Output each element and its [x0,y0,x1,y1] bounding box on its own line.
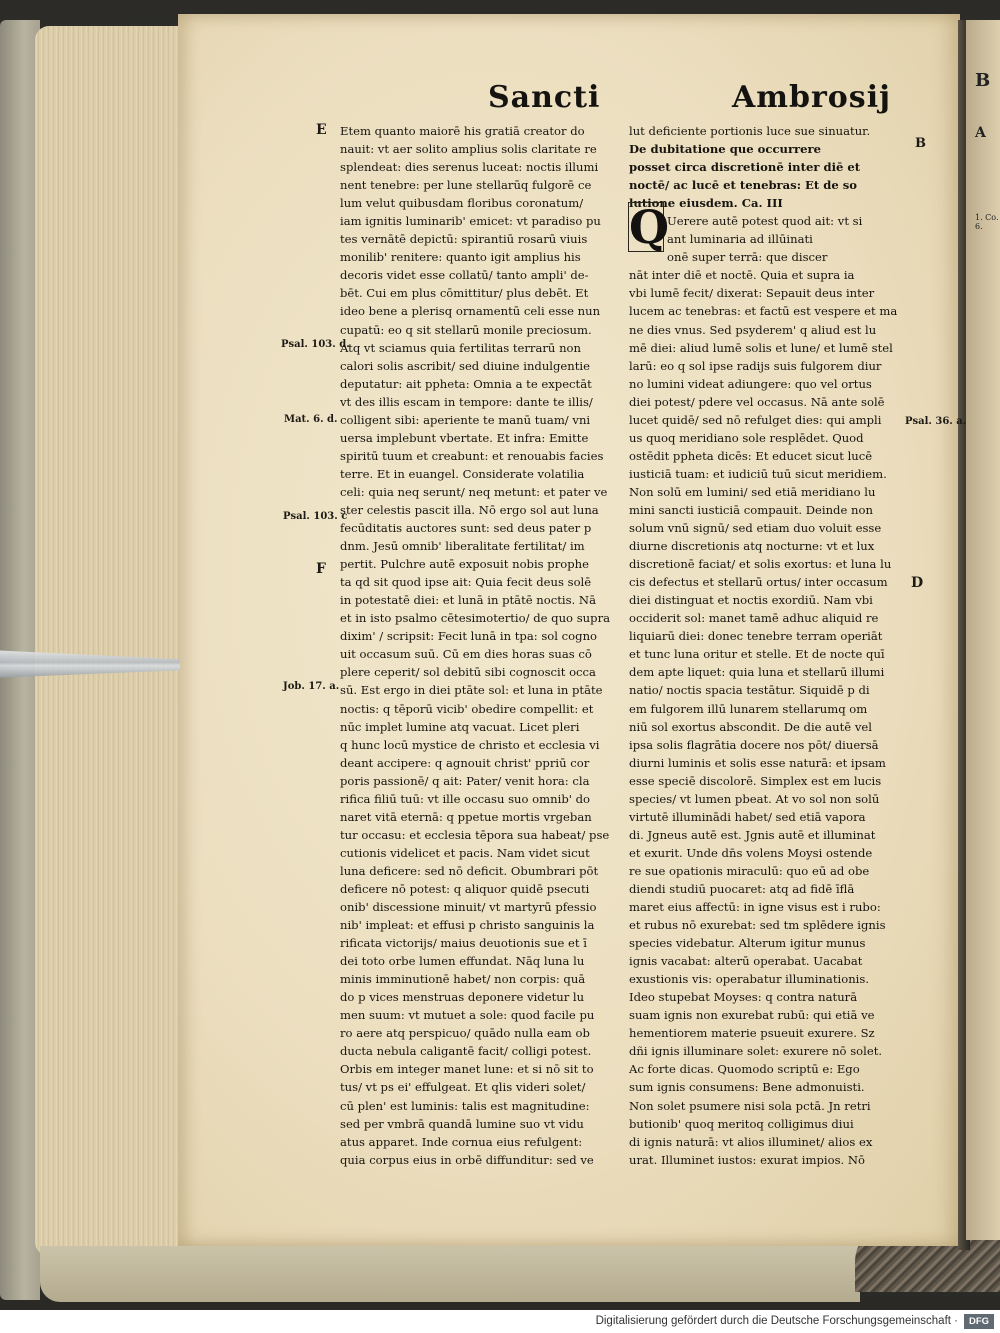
text-line: dixim' / scripsit: Fecit lunā in tpa: sol cogno [340,629,598,644]
facing-page-edge [966,20,1000,1240]
margin-letter-d: D [911,575,924,591]
text-line: deant accipere: q agnouit christ' ppriū cor [340,755,590,770]
text-line: discretionē faciat/ et solis exortus: et luna lu [629,557,892,572]
text-line: em fulgorem illū lunarem stellarumq om [629,701,868,716]
text-line: dnm. Jesū omnib' liberalitate fertilitat/ im [340,539,585,554]
text-line: virtutē illuminādi habet/ sed etiā vapora [629,809,866,824]
text-line: colligent sibi: aperiente te manū tuam/ vni [340,412,591,427]
text-line: deputatur: ait ppheta: Omnia a te expectāt [340,376,592,391]
margin-note-psal-103d: Psal. 103. d. [281,339,350,350]
text-line: celi: quia neq serunt/ neq metunt: et pater ve [340,484,608,499]
text-line: Non solet psumere nisi sola pctā. Jn retri [629,1098,871,1113]
text-line: butionib' quoq meritoq colligimus diui [629,1116,854,1131]
text-line: ta qd sit quod ipse ait: Quia fecit deus solē [340,575,592,590]
text-line: cū plen' est luminis: talis est magnitudine: [340,1098,590,1113]
text-line: poris passionē/ q ait: Pater/ venit hora: cla [340,773,590,788]
facing-page-glyph-1: B [975,70,991,91]
text-line: diurni luminis et solis esse naturā: et ipsam [629,755,886,770]
right-text-column [629,122,905,1169]
text-line: ster celestis pascit illa. Nō ergo sol aut luna [340,502,599,517]
text-line: species/ vt lumen pbeat. At vo sol non solū [629,791,880,806]
text-line: ro aere atq perspicuo/ quādo nulla eam ob [340,1026,590,1041]
text-line: lucem ac tenebras: et factū est vespere et ma [629,304,898,319]
text-line: liquiarū diei: donec tenebre terram operiāt [629,629,883,644]
text-line: atus apparet. Inde cornua eius refulgent: [340,1134,583,1149]
text-line: diurne discretionis atq nocturne: vt et lux [629,539,875,554]
text-line: calori solis ascribit/ sed diuine indulgentie [340,358,590,373]
text-line: nib' impleat: et effusi p christo sanguinis la [340,918,595,933]
text-line: rificata victorijs/ maius deuotionis sue et ī [340,936,587,951]
text-line: diei distinguat et noctis exordiū. Nam vbi [629,593,873,608]
text-line: do p vices menstruas deponere videtur lu [340,990,585,1005]
text-line: q hunc locū mystice de christo et ecclesia vi [340,737,600,752]
dfg-logo: DFG [964,1314,994,1329]
text-line: rifica filiū tuū: vt ille occasu suo omnib' do [340,791,591,806]
text-line: ne dies vnus. Sed psyderem' q aliud est lu [629,322,877,337]
text-line: plere ceperit/ sol debitū sibi cognoscit occa [340,665,596,680]
text-line: et in isto psalmo cētesimotertio/ de quo supra [340,611,611,626]
text-line: suam ignis non exurebat rubū: qui etiā ve [629,1008,875,1023]
text-line: iam ignitis luminarib' emicet: vt paradiso pu [340,214,601,229]
margin-letter-f: F [316,561,326,577]
text-line: nent tenebre: per lune stellarūq fulgorē ce [340,178,592,193]
text-line: dñi ignis illuminare solet: exurere nō solet. [629,1044,883,1059]
text-line: nāt inter diē et noctē. Quia et supra ia [629,268,855,283]
text-line: terre. Et in euangel. Considerate volatilia [340,466,585,481]
text-line: cutionis videlicet et pacis. Nam videt sicut [340,845,590,860]
folio-mark: B [915,136,926,151]
text-line: exustionis vis: operabatur illuminationis. [629,972,870,987]
text-line: us quoq meridiano sole resplēdet. Quod [629,430,864,445]
text-line: Ideo stupebat Moyses: q contra naturā [629,990,858,1005]
text-line: bēt. Cui em plus cōmittitur/ plus debēt. Et [340,286,589,301]
text-line: di ignis naturā: vt alios illuminet/ alios ex [629,1134,873,1149]
text-line: Non solū em lumini/ sed etiā meridiano lu [629,484,876,499]
text-line: hementiorem materie psueuit exurere. Sz [629,1026,875,1041]
running-head-left: Sancti [488,80,601,115]
text-line: solum vnū signū/ sed etiam duo voluit esse [629,521,882,536]
text-line: larū: eo q sol ipse radijs suis fulgorem diur [629,358,882,373]
text-line: Etem quanto maiorē his gratiā creator do [340,124,585,138]
text-line: urat. Illuminet iustos: exurat impios. Nō [629,1152,866,1167]
page-edges [35,26,185,1256]
text-line: diendi studiū puocaret: atq ad fidē īflā [629,881,855,896]
text-line: sed per vmbrā quandā lumine suo vt vidu [340,1116,584,1131]
text-line: vt des illis escam in tempore: dante te illis/ [340,394,593,409]
footer-bar [0,1310,1000,1333]
text-line: lutione eiusdem. Ca. III [629,196,783,211]
text-line: lut deficiente portionis luce sue sinuatur. [629,124,871,138]
text-line: tur occasu: et ecclesia tēpora sua habeat/ pse [340,827,610,842]
text-line: ant luminaria ad illūinati [667,232,813,247]
text-line: diei potest/ pdere vel occasus. Nā ante solē [629,394,885,409]
text-line: vbi lumē fecit/ dixerat: Sepauit deus inter [629,286,875,301]
text-line: sum ignis consumens: Bene admonuisti. [629,1080,865,1095]
text-line: Uerere autē potest quod ait: vt si [667,214,863,229]
text-line: uit occasum suū. Cū em dies horas suas cō [340,647,592,662]
margin-note-psal-36: Psal. 36. a. [905,416,967,427]
running-head-right: Ambrosij [732,80,891,115]
text-line: uersa implebunt vbertate. Et infra: Emitte [340,430,589,445]
text-line: lum velut quibusdam floribus coronatum/ [340,196,584,211]
text-line: onib' discessione minuit/ vt martyrū pfessio [340,900,597,915]
text-line: et tunc luna oritur et stelle. Et de nocte quī [629,647,885,662]
text-line: posset circa discretionē inter diē et [629,160,861,175]
text-line: mē diei: aliud lumē solis et lune/ et lumē stel [629,340,893,355]
text-line: ignis vacabat: alterū operabat. Uacabat [629,954,863,969]
text-line: De dubitatione que occurrere [629,142,822,157]
text-line: nūc implet lumine atq vacuat. Licet pleri [340,719,580,734]
text-line: onē super terrā: que discer [667,250,828,265]
text-line: spiritū tuum et creabunt: et renouabis facies [340,448,604,463]
text-line: quia corpus eius in orbē diffunditur: sed ve [340,1152,594,1167]
text-line: niū sol exortus abscondit. De die autē vel [629,719,872,734]
text-line: ducta nebula caligantē facit/ colligi potest. [340,1044,592,1059]
text-line: ideo bene a plerisq ornamentū celi esse nun [340,304,601,319]
margin-note-job-17: Job. 17. a. [283,681,340,692]
text-line: cupatū: eo q sit stellarū monile preciosum. [340,322,592,337]
text-line: di. Jgneus autē est. Jgnis autē et illuminat [629,827,876,842]
facing-page-glyph-2: A [975,125,986,141]
text-line: species videbatur. Alterum igitur munus [629,936,866,951]
text-line: Orbis em integer manet lune: et si nō sit to [340,1062,594,1077]
decorated-initial: Q [629,200,670,254]
text-line: dem apte liquet: quia luna et stellarū illumi [629,665,885,680]
text-line: minis imminutionē habet/ non corpis: quā [340,972,586,987]
text-line: lucet quidē/ sed nō refulget dies: qui ampli [629,412,882,427]
text-line: cis defectus et stellarū ortus/ inter occasum [629,575,888,590]
margin-note-psal-103c: Psal. 103. c [283,511,348,522]
text-line: Atq vt sciamus quia fertilitas terrarū non [340,340,581,355]
text-line: maret eius affectū: in igne visus est i rubo: [629,900,881,915]
left-text-column [340,122,630,1169]
text-line: no lumini videat adiungere: quo vel ortus [629,376,872,391]
text-line: noctis: q tēporū vicib' obedire compellit: et [340,701,594,716]
text-line: iusticiā tuam: et iudiciū tuū sicut meridiem. [629,466,887,481]
text-line: monilib' renitere: quanto igit amplius his [340,250,581,265]
text-line: noctē/ ac lucē et tenebras: Et de so [629,178,858,193]
text-line: luna deficere: sed nō deficit. Obumbrari pōt [340,863,599,878]
text-line: fecūditatis auctores sunt: sed deus pater p [340,521,592,536]
text-line: dei toto orbe lumen effundat. Nāq luna lu [340,954,585,969]
text-line: re sue opationis miraculū: quo eū ad obe [629,863,870,878]
text-line: decoris videt esse collatū/ tanto ampli' de- [340,268,589,283]
text-line: tus/ vt ps ei' effulgeat. Et qlis videri solet/ [340,1080,586,1095]
footer-credit-text: Digitalisierung gefördert durch die Deutsche Forschungsgemeinschaft · [595,1315,958,1327]
text-line: pertit. Pulchre autē exposuit nobis prophe [340,557,590,572]
text-line: men suum: vt mutuet a sole: quod facile pu [340,1008,595,1023]
margin-letter-e: E [316,122,327,138]
text-line: deficere nō potest: q aliquor quidē psecuti [340,881,590,896]
text-line: sū. Est ergo in diei ptāte sol: et luna in ptāte [340,683,603,698]
text-line: Ac forte dicas. Quomodo scriptū e: Ego [629,1062,860,1077]
facing-page-glyph-3: 1. Co. 6. [975,213,999,231]
text-line: esse speciē discolorē. Simplex est em lucis [629,773,882,788]
text-line: et exurit. Unde dn̄s volens Moysi ostende [629,845,873,860]
text-line: ostēdit ppheta dicēs: Et educet sicut lucē [629,448,873,463]
text-line: naret vitā eternā: q ppetue mortis vrgeban [340,809,592,824]
text-line: splendeat: dies serenus luceat: noctis illumi [340,160,599,175]
book-cover-bottom [40,1246,860,1302]
text-line: occiderit sol: manet tamē adhuc aliquid re [629,611,879,626]
text-line: mini sancti iusticiā compauit. Deinde non [629,502,873,517]
text-line: tes vernātē depictū: spirantiū rosarū viuis [340,232,588,247]
text-line: et rubus nō exurebat: sed tm splēdere ignis [629,918,886,933]
text-line: in potestatē diei: et lunā in ptātē noctis. Nā [340,593,596,608]
text-line: natio/ noctis spacia testātur. Siquidē p di [629,683,870,698]
text-line: nauit: vt aer solito amplius solis claritate re [340,142,597,157]
text-line: ipsa solis flagrātia docere nos pōt/ diuersā [629,737,879,752]
margin-note-mat-6: Mat. 6. d. [284,414,338,425]
